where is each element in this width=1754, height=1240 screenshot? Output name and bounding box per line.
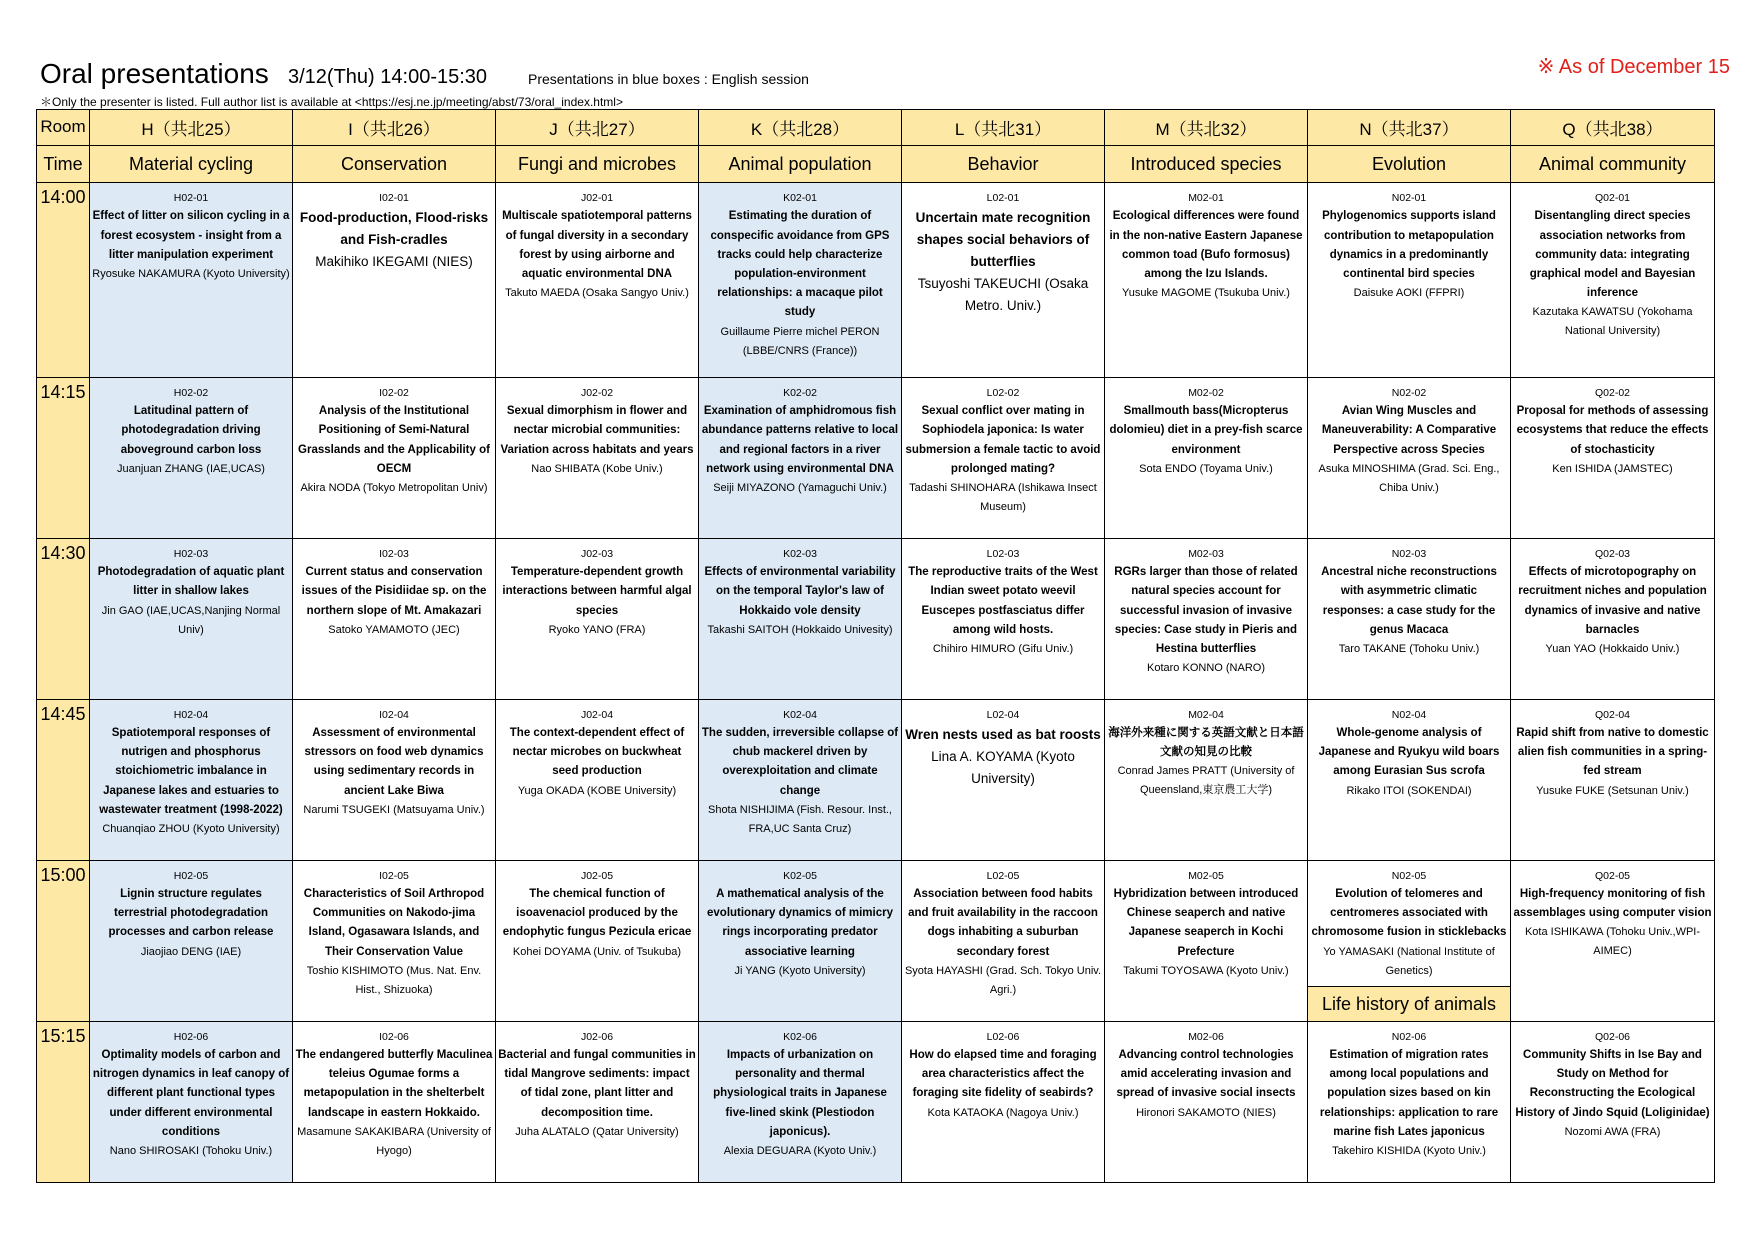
session-presenter: Seiji MIYAZONO (Yamaguchi Univ.): [713, 481, 887, 494]
session-cell-h: [90, 1022, 293, 1183]
session-id: H02-06: [173, 1031, 209, 1044]
session-title: Food-production, Flood-risks and Fish-cradles: [299, 210, 489, 248]
session-presenter: Conrad James PRATT (University of Queensland,東京農工大学): [1117, 765, 1295, 797]
session-cell-l: [902, 861, 1105, 1022]
session-id: I02-03: [379, 548, 409, 561]
session-title: Multiscale spatiotemporal patterns of fungal diversity in a secondary forest by using airborne and aquatic environmental DNA: [502, 210, 692, 281]
session-cell-m: [1105, 700, 1308, 861]
session-cell-j: [496, 700, 699, 861]
session-presenter: Narumi TSUGEKI (Matsuyama Univ.): [303, 803, 485, 816]
time-slots: [37, 183, 1715, 1183]
session-cell-h: [90, 861, 293, 1022]
slot-row: [37, 1022, 1715, 1183]
slot-row: [37, 539, 1715, 700]
session-cell-n: [1308, 1022, 1511, 1183]
slot-time: 15:15: [37, 1022, 90, 1183]
session-id: L02-06: [986, 1031, 1020, 1044]
session-id: Q02-05: [1594, 870, 1631, 883]
session-title: Photodegradation of aquatic plant litter in shallow lakes: [97, 566, 285, 598]
session-id: N02-01: [1391, 192, 1427, 205]
session-title: Rapid shift from native to domestic alien fish communities in a spring-fed stream: [1516, 727, 1709, 778]
session-id: K02-03: [783, 548, 817, 561]
page-header: [40, 54, 1730, 110]
session-title: Examination of amphidromous fish abundance patterns relative to local and regional factors in a river network using environmental DNA: [701, 405, 899, 475]
session-presenter: Jiaojiao DENG (IAE): [140, 945, 242, 958]
session-id: J02-02: [580, 387, 614, 400]
session-presenter: Chuanqiao ZHOU (Kyoto University): [102, 823, 280, 836]
session-id: J02-04: [580, 709, 614, 722]
session-cell-h: [90, 378, 293, 539]
session-presenter: Ryoko YANO (FRA): [548, 623, 646, 636]
session-title: The chemical function of isoavenaciol produced by the endophytic fungus Pezicula ericae: [502, 888, 692, 939]
session-presenter: Ken ISHIDA (JAMSTEC): [1552, 462, 1673, 475]
session-cell-i: [293, 861, 496, 1022]
session-title: Analysis of the Institutional Positioning of Semi-Natural Grasslands and the Applicability of OECM: [298, 405, 490, 475]
session-id: Q02-03: [1594, 548, 1631, 561]
as-of-date: ※ As of December 15: [1537, 56, 1730, 78]
session-id: H02-04: [173, 709, 209, 722]
session-id: L02-02: [986, 387, 1020, 400]
theme-m: Introduced species: [1105, 145, 1308, 183]
session-title: Proposal for methods of assessing ecosystems that reduce the effects of stochasticity: [1516, 405, 1709, 456]
session-id: N02-06: [1391, 1031, 1427, 1044]
english-session-note: Presentations in blue boxes : English session: [528, 71, 809, 87]
room-q: Q（共北38）: [1511, 110, 1715, 146]
slot-time: 14:45: [37, 700, 90, 861]
session-presenter: Yuga OKADA (KOBE University): [517, 784, 677, 797]
theme-j: Fungi and microbes: [496, 145, 699, 183]
session-cell-i: [293, 700, 496, 861]
session-cell-j: [496, 861, 699, 1022]
session-id: J02-03: [580, 548, 614, 561]
session-presenter: Guillaume Pierre michel PERON (LBBE/CNRS (France)): [720, 325, 880, 357]
session-presenter: Tsuyoshi TAKEUCHI (Osaka Metro. Univ.): [917, 276, 1089, 314]
session-id: L02-05: [986, 870, 1020, 883]
session-title: Whole-genome analysis of Japanese and Ryukyu wild boars among Eurasian Sus scrofa: [1318, 727, 1500, 778]
session-cell-l: [902, 1022, 1105, 1183]
session-id: J02-06: [580, 1031, 614, 1044]
theme-i: Conservation: [293, 145, 496, 183]
session-id: J02-05: [580, 870, 614, 883]
room-n: N（共北37）: [1308, 110, 1511, 146]
room-m: M（共北32）: [1105, 110, 1308, 146]
session-title: Current status and conservation issues of the Pisidiidae sp. on the northern slope of Mt. Amakazari: [301, 566, 487, 617]
session-cell-h: [90, 539, 293, 700]
session-id: M02-04: [1188, 709, 1224, 722]
slot-row: [37, 700, 1715, 861]
session-presenter: Asuka MINOSHIMA (Grad. Sci. Eng., Chiba Univ.): [1318, 462, 1500, 494]
room-i: I（共北26）: [293, 110, 496, 146]
session-title: 海洋外来種に関する英語文献と日本語文献の知見の比較: [1108, 727, 1304, 759]
session-id: Q02-02: [1594, 387, 1631, 400]
session-presenter: Lina A. KOYAMA (Kyoto University): [931, 749, 1075, 787]
slot-time: 14:15: [37, 378, 90, 539]
session-presenter: Toshio KISHIMOTO (Mus. Nat. Env. Hist., Shizuoka): [306, 964, 482, 996]
session-id: M02-06: [1188, 1031, 1224, 1044]
slot-time: 14:00: [37, 183, 90, 378]
session-cell-k: [699, 183, 902, 378]
session-id: M02-03: [1188, 548, 1224, 561]
session-presenter: Kohei DOYAMA (Univ. of Tsukuba): [512, 945, 682, 958]
session-cell-m: [1105, 861, 1308, 1022]
session-presenter: Kota KATAOKA (Nagoya Univ.): [927, 1106, 1079, 1119]
session-title: Wren nests used as bat roosts: [905, 727, 1101, 743]
session-cell-k: [699, 861, 902, 1022]
session-title: High-frequency monitoring of fish assemblages using computer vision: [1513, 888, 1712, 920]
session-title: Phylogenomics supports island contribution to metapopulation dynamics in a predominantly continental bird species: [1322, 210, 1496, 281]
session-cell-j: [496, 539, 699, 700]
session-title: Optimality models of carbon and nitrogen dynamics in leaf canopy of different plant functional types under different environmental conditions: [92, 1049, 290, 1138]
session-cell-j: [496, 378, 699, 539]
session-id: M02-02: [1188, 387, 1224, 400]
session-title: Impacts of urbanization on personality and thermal physiological traits in Japanese five-lined skink (Plestiodon japonicus).: [713, 1049, 887, 1138]
session-presenter: Juha ALATALO (Qatar University): [515, 1125, 679, 1138]
session-id: J02-01: [580, 192, 614, 205]
session-cell-k: [699, 1022, 902, 1183]
session-title: The sudden, irreversible collapse of chub mackerel driven by overexploitation and climate change: [701, 727, 899, 797]
session-id: K02-01: [783, 192, 817, 205]
session-title: Estimating the duration of conspecific avoidance from GPS tracks could help characterize population-environment relationships: a macaque pilot study: [710, 210, 890, 319]
session-title: Latitudinal pattern of photodegradation driving aboveground carbon loss: [120, 405, 262, 456]
session-presenter: Daisuke AOKI (FFPRI): [1353, 287, 1465, 300]
slot-row: [37, 378, 1715, 539]
session-id: I02-05: [379, 870, 409, 883]
session-cell-l: [902, 700, 1105, 861]
session-cell-n: [1308, 700, 1511, 861]
session-presenter: Takehiro KISHIDA (Kyoto Univ.): [1332, 1145, 1486, 1158]
session-presenter: Masamune SAKAKIBARA (University of Hyogo): [297, 1125, 491, 1157]
session-presenter: Takashi SAITOH (Hokkaido Univesity): [707, 623, 893, 636]
session-id: H02-05: [173, 870, 209, 883]
session-cell-q: [1511, 700, 1715, 861]
session-title: Ecological differences were found in the non-native Eastern Japanese common toad (Bufo formosus) among the Izu Islands.: [1109, 210, 1303, 281]
theme-header-row: [37, 145, 1715, 183]
session-cell-k: [699, 700, 902, 861]
session-presenter: Shota NISHIJIMA (Fish. Resour. Inst., FRA,UC Santa Cruz): [707, 803, 892, 835]
session-title: Assessment of environmental stressors on food web dynamics using sedimentary records in ancient Lake Biwa: [304, 727, 484, 797]
theme-l: Behavior: [902, 145, 1105, 183]
session-cell-m: [1105, 1022, 1308, 1183]
session-id: K02-05: [783, 870, 817, 883]
theme-h: Material cycling: [90, 145, 293, 183]
session-id: N02-05: [1391, 870, 1427, 883]
session-title: Effects of microtopography on recruitment niches and population dynamics of invasive and native barnacles: [1518, 566, 1707, 636]
session-presenter: Nao SHIBATA (Kobe Univ.): [531, 462, 663, 475]
session-cell-j: [496, 183, 699, 378]
session-id: I02-06: [379, 1031, 409, 1044]
session-presenter: Yo YAMASAKI (National Institute of Genetics): [1323, 945, 1495, 977]
session-id: I02-01: [379, 192, 409, 205]
session-cell-i: [293, 378, 496, 539]
session-id: L02-03: [986, 548, 1020, 561]
room-h: H（共北25）: [90, 110, 293, 146]
session-presenter: Kota ISHIKAWA (Tohoku Univ.,WPI-AIMEC): [1524, 926, 1701, 958]
session-cell-j: [496, 1022, 699, 1183]
session-presenter: Jin GAO (IAE,UCAS,Nanjing Normal Univ): [101, 604, 281, 636]
session-title: Community Shifts in Ise Bay and Study on Method for Reconstructing the Ecological History of Jindo Squid (Loliginidae): [1515, 1049, 1710, 1119]
session-title: Lignin structure regulates terrestrial photodegradation processes and carbon release: [108, 888, 274, 939]
session-title: Smallmouth bass(Micropterus dolomieu) diet in a prey-fish scarce environment: [1109, 405, 1303, 456]
session-id: L02-04: [986, 709, 1020, 722]
slot-time: 15:00: [37, 861, 90, 1022]
theme-k: Animal population: [699, 145, 902, 183]
session-presenter: Ryosuke NAKAMURA (Kyoto University): [92, 268, 290, 281]
session-cell-m: [1105, 378, 1308, 539]
session-presenter: Yuan YAO (Hokkaido Univ.): [1545, 642, 1680, 655]
session-presenter: Makihiko IKEGAMI (NIES): [315, 254, 473, 270]
session-time: 3/12(Thu) 14:00-15:30: [288, 66, 488, 88]
session-id: M02-01: [1188, 192, 1224, 205]
session-id: Q02-01: [1594, 192, 1631, 205]
session-title: A mathematical analysis of the evolutionary dynamics of mimicry rings incorporating predator associative learning: [707, 888, 893, 958]
session-cell-i: [293, 1022, 496, 1183]
session-presenter: Rikako ITOI (SOKENDAI): [1346, 784, 1472, 797]
session-presenter: Ji YANG (Kyoto University): [734, 964, 866, 977]
session-cell-m: [1105, 539, 1308, 700]
session-title: Characteristics of Soil Arthropod Communities on Nakodo-jima Island, Ogasawara Islands, and Their Conservation Value: [303, 888, 485, 958]
session-presenter: Yusuke MAGOME (Tsukuba Univ.): [1122, 287, 1290, 300]
session-cell-q: [1511, 861, 1715, 1022]
session-cell-k: [699, 539, 902, 700]
session-presenter: Alexia DEGUARA (Kyoto Univ.): [723, 1145, 877, 1158]
session-presenter: Nozomi AWA (FRA): [1564, 1125, 1661, 1138]
session-title: Spatiotemporal responses of nutrigen and phosphorus stoichiometric imbalance in Japanese lakes and estuaries to wastewater treatment (1998-2022): [99, 727, 283, 816]
session-title: How do elapsed time and foraging area characteristics affect the foraging site fidelity of seabirds?: [909, 1049, 1097, 1100]
session-presenter: Takumi TOYOSAWA (Kyoto Univ.): [1123, 964, 1289, 977]
session-title: Association between food habits and fruit availability in the raccoon dogs inhabiting a suburban secondary forest: [908, 888, 1098, 958]
session-presenter: Juanjuan ZHANG (IAE,UCAS): [117, 462, 265, 475]
session-cell-q: [1511, 539, 1715, 700]
theme-q: Animal community: [1511, 145, 1715, 183]
session-cell-m: [1105, 183, 1308, 378]
session-id: K02-02: [783, 387, 817, 400]
session-title: The context-dependent effect of nectar microbes on buckwheat seed production: [509, 727, 685, 778]
session-title: Uncertain mate recognition shapes social behaviors of butterflies: [915, 210, 1091, 270]
session-presenter: Tadashi SHINOHARA (Ishikawa Insect Museum): [909, 481, 1097, 513]
session-presenter: Sota ENDO (Toyama Univ.): [1139, 462, 1273, 475]
session-title: Bacterial and fungal communities in tidal Mangrove sediments: impact of tidal zone, plant litter and decomposition time.: [498, 1049, 696, 1119]
session-id: N02-02: [1391, 387, 1427, 400]
session-title: RGRs larger than those of related natural species account for successful invasion of invasive species: Case study in Pieris and Hestina butterflies: [1114, 566, 1298, 655]
theme-n: Evolution: [1308, 145, 1511, 183]
session-presenter: Kotaro KONNO (NARO): [1147, 662, 1265, 675]
session-presenter: Akira NODA (Tokyo Metropolitan Univ): [300, 481, 488, 494]
session-presenter: Satoko YAMAMOTO (JEC): [328, 623, 460, 636]
session-id: H02-03: [173, 548, 209, 561]
session-id: N02-03: [1391, 548, 1427, 561]
session-title: Evolution of telomeres and centromeres associated with chromosome fusion in sticklebacks: [1311, 888, 1507, 939]
session-title: Sexual conflict over mating in Sophiodela japonica: Is water submersion a female tactic to avoid prolonged mating?: [905, 405, 1101, 475]
session-title: Temperature-dependent growth interactions between harmful algal species: [502, 566, 692, 617]
session-id: H02-02: [173, 387, 209, 400]
session-presenter: Nano SHIROSAKI (Tohoku Univ.): [109, 1145, 273, 1158]
slot-row: [37, 861, 1715, 1022]
session-title: Advancing control technologies amid accelerating invasion and spread of invasive social insects: [1116, 1049, 1296, 1100]
room-header-row: [37, 110, 1715, 146]
session-cell-n: [1308, 183, 1511, 378]
session-id: H02-01: [173, 192, 209, 205]
session-presenter: Yusuke FUKE (Setsunan Univ.): [1536, 784, 1689, 797]
session-cell-q: [1511, 378, 1715, 539]
session-title: Ancestral niche reconstructions with asymmetric climatic responses: a case study for the genus Macaca: [1321, 566, 1497, 636]
session-cell-k: [699, 378, 902, 539]
session-cell-i: [293, 539, 496, 700]
session-id: I02-04: [379, 709, 409, 722]
page-title: Oral presentations: [40, 58, 269, 89]
session-cell-l: [902, 378, 1105, 539]
session-presenter: Takuto MAEDA (Osaka Sangyo Univ.): [505, 287, 689, 300]
session-id: I02-02: [379, 387, 409, 400]
session-cell-n: [1308, 861, 1511, 1022]
session-id: L02-01: [986, 192, 1020, 205]
room-k: K（共北28）: [699, 110, 902, 146]
session-title: The endangered butterfly Maculinea teleius Ogumae forms a metapopulation in the shelterbelt landscape in eastern Hokkaido.: [295, 1049, 493, 1119]
author-list-note: ＊Only the presenter is listed. Full author list is available at <https://esj.ne.jp/meeting/abst/73/oral_index.html>: [40, 95, 623, 109]
session-presenter: Syota HAYASHI (Grad. Sch. Tokyo Univ. Agri.): [904, 964, 1102, 996]
session-presenter: Chihiro HIMURO (Gifu Univ.): [932, 642, 1074, 655]
session-title: Hybridization between introduced Chinese seaperch and native Japanese seaperch in Kochi Prefecture: [1113, 888, 1299, 958]
slot-row: [37, 183, 1715, 378]
session-title: Effects of environmental variability on the temporal Taylor's law of Hokkaido vole density: [704, 566, 896, 617]
session-cell-i: [293, 183, 496, 378]
schedule-table: [36, 109, 1715, 1183]
room-j: J（共北27）: [496, 110, 699, 146]
room-label: Room: [37, 110, 90, 146]
session-cell-n: [1308, 539, 1511, 700]
session-title: Avian Wing Muscles and Maneuverability: A Comparative Perspective across Species: [1321, 405, 1497, 456]
room-l: L（共北31）: [902, 110, 1105, 146]
session-cell-l: [902, 183, 1105, 378]
session-cell-q: [1511, 183, 1715, 378]
session-cell-l: [902, 539, 1105, 700]
session-presenter: Kazutaka KAWATSU (Yokohama National University): [1532, 306, 1693, 338]
session-title: Sexual dimorphism in flower and nectar microbial communities: Variation across habitats and years: [500, 405, 694, 456]
session-presenter: Hironori SAKAMOTO (NIES): [1136, 1106, 1276, 1119]
session-title: Effect of litter on silicon cycling in a forest ecosystem - insight from a litter manipulation experiment: [92, 210, 290, 261]
session-id: M02-05: [1188, 870, 1224, 883]
session-id: Q02-06: [1594, 1031, 1631, 1044]
session-cell-h: [90, 183, 293, 378]
session-title: Estimation of migration rates among local populations and population sizes based on kin relationships: application to rare marine fish Lates japonicus: [1319, 1049, 1499, 1138]
session-id: K02-06: [783, 1031, 817, 1044]
slot-time: 14:30: [37, 539, 90, 700]
session-title: Disentangling direct species association networks from community data: integrating graphical model and Bayesian inference: [1529, 210, 1696, 300]
session-id: Q02-04: [1594, 709, 1631, 722]
session-cell-n: [1308, 378, 1511, 539]
session-id: N02-04: [1391, 709, 1427, 722]
time-label: Time: [37, 145, 90, 183]
session-cell-h: [90, 700, 293, 861]
session-cell-q: [1511, 1022, 1715, 1183]
session-id: K02-04: [783, 709, 817, 722]
session-title: The reproductive traits of the West Indian sweet potato weevil Euscepes postfasciatus differ among wild hosts.: [908, 566, 1098, 636]
sub-theme-label: Life history of animals: [1308, 986, 1510, 1021]
session-presenter: Taro TAKANE (Tohoku Univ.): [1338, 642, 1480, 655]
